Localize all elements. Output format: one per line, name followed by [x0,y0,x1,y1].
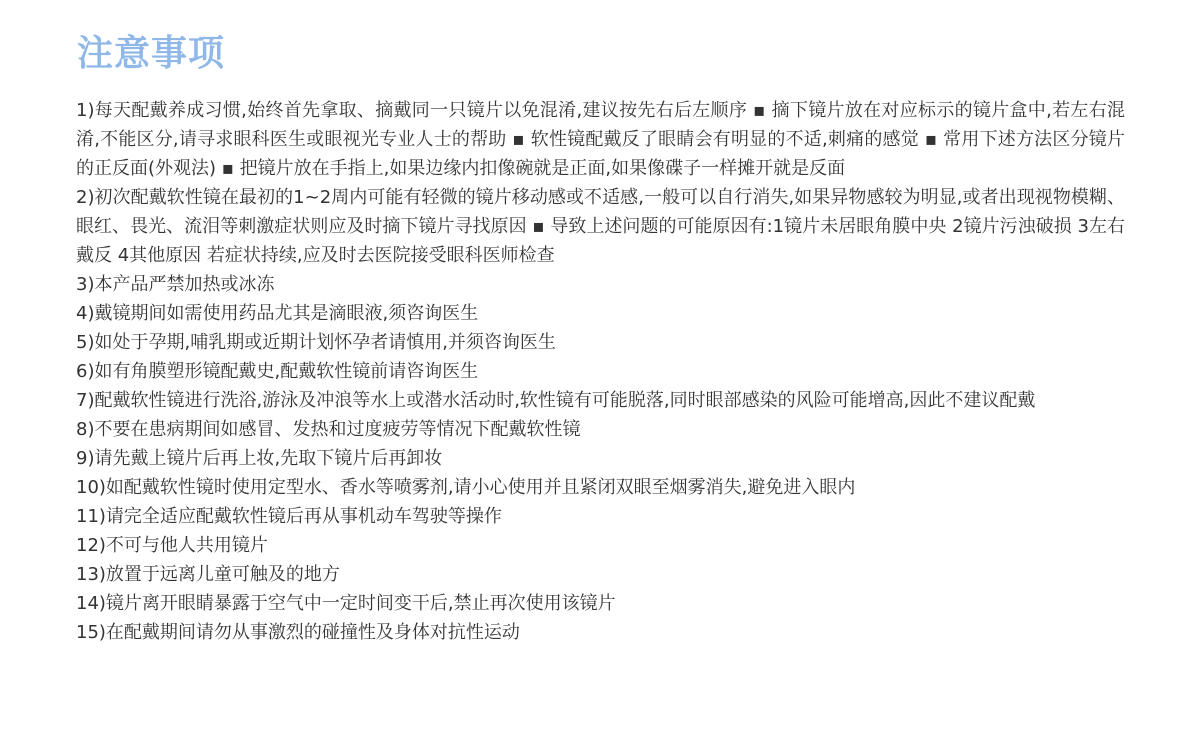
note-item-3: 3)本产品严禁加热或冰冻 [76,274,275,295]
notes-list [76,96,1125,647]
note-item-8: 8)不要在患病期间如感冒、发热和过度疲劳等情况下配戴软性镜 [76,419,581,440]
note-item-7: 7)配戴软性镜进行洗浴,游泳及冲浪等水上或潜水活动时,软性镜有可能脱落,同时眼部感染的风险可能增高,因此不建议配戴 [76,390,1036,411]
note-item-4: 4)戴镜期间如需使用药品尤其是滴眼液,须咨询医生 [76,303,479,324]
note-item-14: 14)镜片离开眼睛暴露于空气中一定时间变干后,禁止再次使用该镜片 [76,593,616,614]
note-item-13: 13)放置于远离儿童可触及的地方 [76,564,340,585]
note-item-5: 5)如处于孕期,哺乳期或近期计划怀孕者请慎用,并须咨询医生 [76,332,556,353]
note-item-15: 15)在配戴期间请勿从事激烈的碰撞性及身体对抗性运动 [76,622,520,643]
note-item-10: 10)如配戴软性镜时使用定型水、香水等喷雾剂,请小心使用并且紧闭双眼至烟雾消失,避免进入眼内 [76,477,856,498]
note-item-9: 9)请先戴上镜片后再上妆,先取下镜片后再卸妆 [76,448,443,469]
page-title: 注意事项 [77,33,226,74]
note-item-2: 2)初次配戴软性镜在最初的1~2周内可能有轻微的镜片移动感或不适感,一般可以自行消失,如果异物感较为明显,或者出现视物模糊、眼红、畏光、流泪等刺激症状则应及时摘下镜片寻找原因 ▪ 导致上述问题的可能原因有:1镜片未居眼角膜中央 2镜片污浊破损 3左右戴反 4其他原因 若症状持续,应及时去医院接受眼科医师检查 [76,187,1125,266]
note-item-12: 12)不可与他人共用镜片 [76,535,268,556]
note-item-1: 1)每天配戴养成习惯,始终首先拿取、摘戴同一只镜片以免混淆,建议按先右后左顺序 ▪ 摘下镜片放在对应标示的镜片盒中,若左右混淆,不能区分,请寻求眼科医生或眼视光专业人士的帮助 ▪ 软性镜配戴反了眼睛会有明显的不适,刺痛的感觉 ▪ 常用下述方法区分镜片的正反面(外观法) ▪ 把镜片放在手指上,如果边缘内扣像碗就是正面,如果像碟子一样摊开就是反面 [76,100,1125,179]
note-item-11: 11)请完全适应配戴软性镜后再从事机动车驾驶等操作 [76,506,502,527]
note-item-6: 6)如有角膜塑形镜配戴史,配戴软性镜前请咨询医生 [76,361,479,382]
